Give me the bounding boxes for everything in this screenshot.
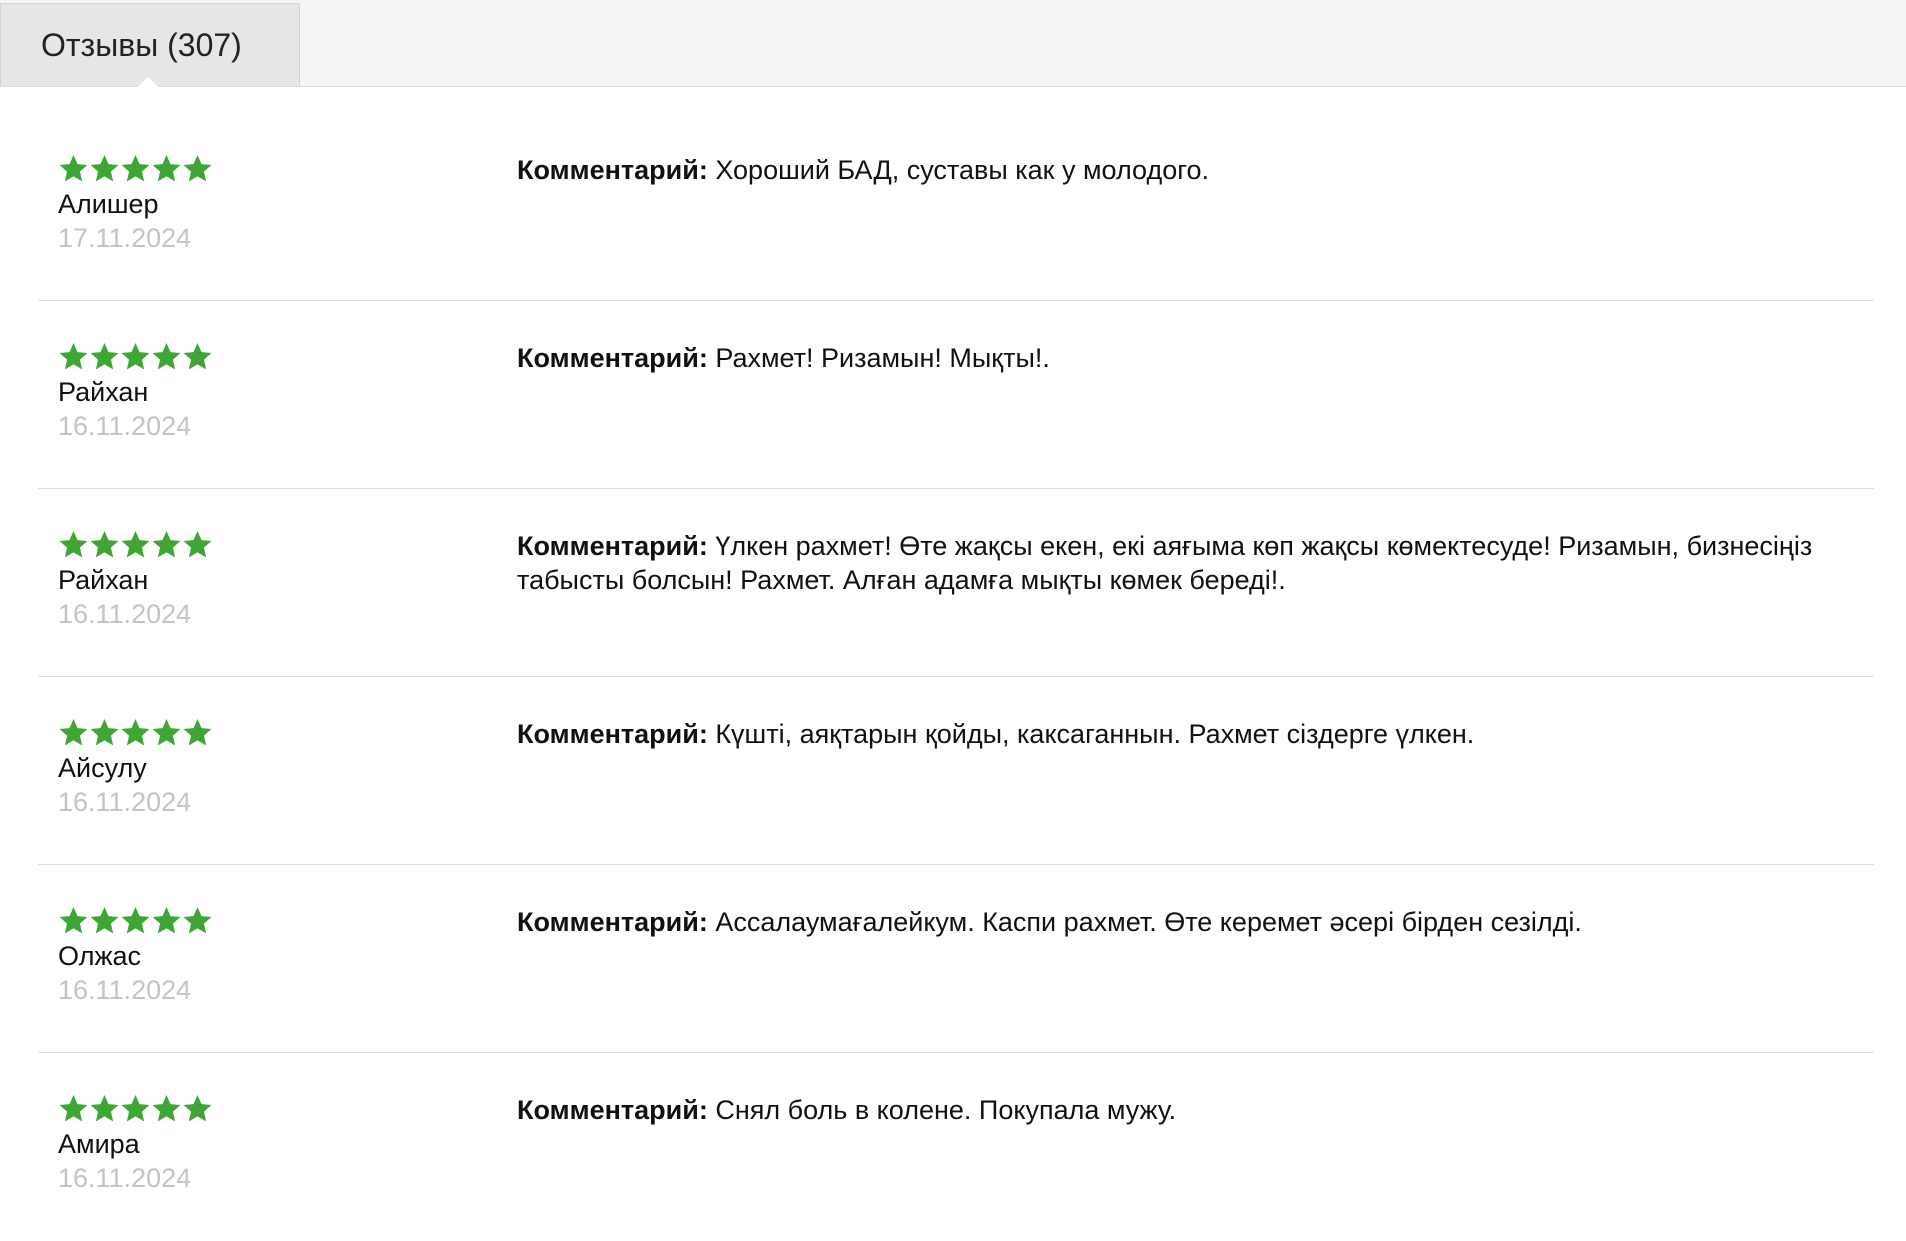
star-icon: [151, 153, 182, 184]
review-item: [38, 865, 1874, 1053]
review-comment: [517, 717, 1827, 751]
review-comment: [517, 341, 1827, 375]
review-author: Олжас: [58, 941, 142, 971]
star-rating: [58, 905, 458, 937]
star-rating: [58, 153, 458, 185]
star-icon: [182, 1093, 213, 1124]
review-date: 16.11.2024: [58, 975, 192, 1005]
star-icon: [58, 717, 89, 748]
review-item: [38, 677, 1874, 865]
star-icon: [151, 341, 182, 372]
review-date: 16.11.2024: [58, 787, 192, 817]
tabs-bar: [0, 0, 1906, 87]
review-date: 16.11.2024: [58, 1163, 192, 1193]
star-icon: [120, 905, 151, 936]
review-comment: [517, 905, 1827, 939]
review-item: [38, 1053, 1874, 1241]
review-item: [38, 489, 1874, 677]
comment-label: Комментарий:: [517, 343, 708, 373]
star-icon: [120, 1093, 151, 1124]
star-icon: [89, 717, 120, 748]
star-icon: [89, 529, 120, 560]
comment-text: Күшті, аяқтарын қойды, каксаганнын. Рахмет сіздерге үлкен.: [715, 719, 1475, 749]
comment-text: Снял боль в колене. Покупала мужу.: [715, 1095, 1177, 1125]
review-item: [38, 301, 1874, 489]
comment-label: Комментарий:: [517, 531, 708, 561]
review-author: Райхан: [58, 377, 149, 407]
review-date: 16.11.2024: [58, 599, 192, 629]
review-item: [38, 113, 1874, 301]
comment-text: Ассалаумағалейкум. Каспи рахмет. Өте керемет әсері бірден сезілді.: [715, 907, 1582, 937]
star-icon: [58, 153, 89, 184]
star-icon: [182, 341, 213, 372]
comment-text: Хороший БАД, суставы как у молодого.: [715, 155, 1210, 185]
tab-active-pointer: [138, 77, 158, 87]
review-comment: [517, 529, 1827, 597]
review-comment: [517, 153, 1827, 187]
star-icon: [120, 529, 151, 560]
tab-reviews[interactable]: Отзывы (307): [0, 3, 300, 86]
review-author: Амира: [58, 1129, 140, 1159]
star-icon: [182, 717, 213, 748]
star-icon: [89, 341, 120, 372]
star-rating: [58, 341, 458, 373]
star-icon: [151, 529, 182, 560]
review-comment: [517, 1093, 1827, 1127]
comment-label: Комментарий:: [517, 155, 708, 185]
star-icon: [58, 1093, 89, 1124]
star-icon: [120, 341, 151, 372]
star-icon: [89, 153, 120, 184]
review-author: Айсулу: [58, 753, 147, 783]
reviews-list: [38, 113, 1874, 1241]
star-icon: [120, 153, 151, 184]
star-icon: [182, 905, 213, 936]
review-date: 17.11.2024: [58, 223, 192, 253]
star-icon: [120, 717, 151, 748]
comment-text: Үлкен рахмет! Өте жақсы екен, екі аяғыма көп жақсы көмектесуде! Ризамын, бизнесіңіз табысты болсын! Рахмет. Алған адамға мықты көмек береді!.: [517, 531, 1813, 595]
review-date: 16.11.2024: [58, 411, 192, 441]
star-icon: [182, 529, 213, 560]
star-rating: [58, 529, 458, 561]
star-icon: [182, 153, 213, 184]
star-icon: [89, 1093, 120, 1124]
star-icon: [58, 529, 89, 560]
star-icon: [151, 717, 182, 748]
star-rating: [58, 717, 458, 749]
comment-label: Комментарий:: [517, 719, 708, 749]
star-icon: [89, 905, 120, 936]
review-author: Алишер: [58, 189, 159, 219]
star-rating: [58, 1093, 458, 1125]
review-author: Райхан: [58, 565, 149, 595]
star-icon: [151, 1093, 182, 1124]
star-icon: [58, 905, 89, 936]
comment-label: Комментарий:: [517, 907, 708, 937]
star-icon: [58, 341, 89, 372]
comment-label: Комментарий:: [517, 1095, 708, 1125]
comment-text: Рахмет! Ризамын! Мықты!.: [715, 343, 1050, 373]
star-icon: [151, 905, 182, 936]
